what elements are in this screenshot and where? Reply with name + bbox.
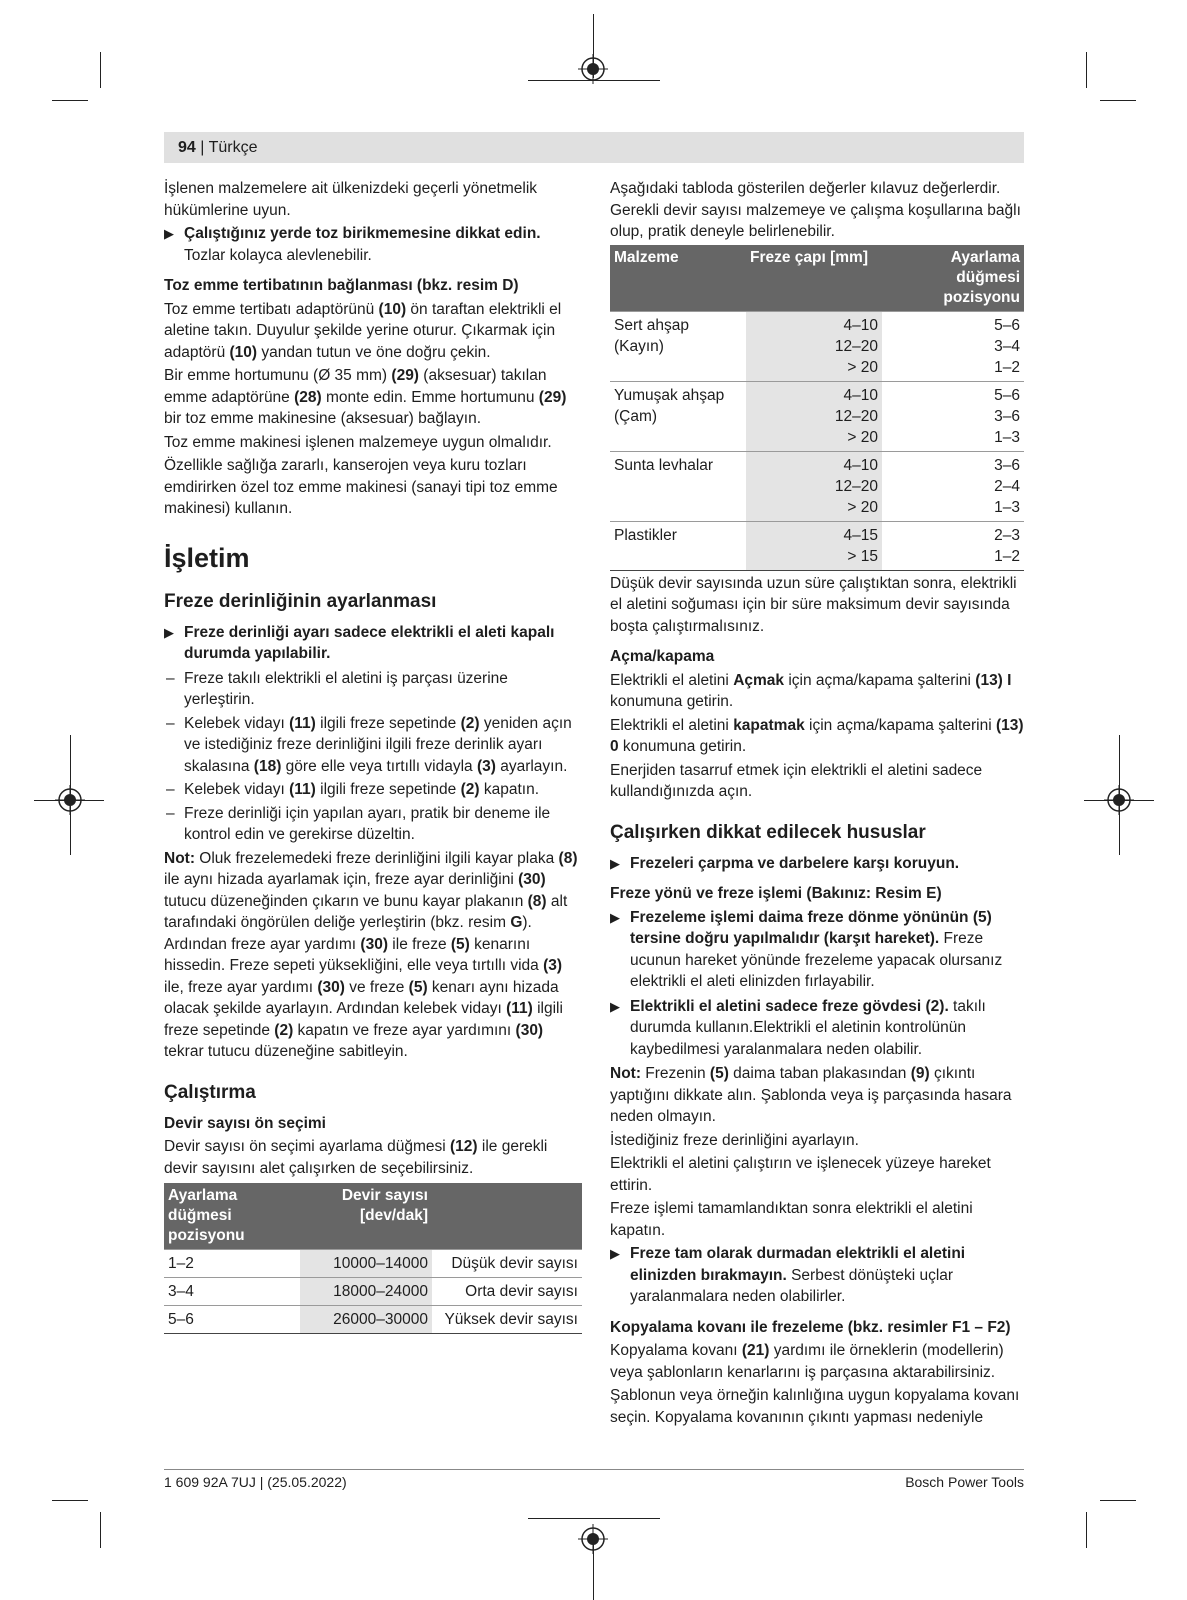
warning-item: ▶ Frezeleme işlemi daima freze dönme yönünün (5) tersine doğru yapılmalıdır (karşıt hareket). Freze ucunun hareket yönünde frezeleme yapacak olursanız elektrikli el aleti elinizden fırlayabilir.	[610, 908, 1003, 990]
onoff-paragraph-3: Enerjiden tasarruf etmek için elektrikli el aletini sadece kullandığınızda açın.	[610, 761, 983, 800]
triangle-bullet-icon: ▶	[610, 998, 620, 1014]
crop-mark	[1100, 1500, 1136, 1501]
heading-depth: Freze derinliğinin ayarlanması	[164, 590, 437, 612]
triangle-bullet-icon: ▶	[164, 226, 174, 241]
table-header	[432, 1183, 582, 1250]
page-header: 94 | Türkçe	[164, 132, 1024, 163]
crop-mark	[100, 1512, 101, 1548]
direction-heading: Freze yönü ve freze işlemi (Bakınız: Resim E)	[610, 885, 942, 902]
right-column	[610, 178, 1024, 1430]
dust-paragraph-3: Toz emme makinesi işlenen malzemeye uygun olmalıdır.	[164, 433, 552, 451]
table-header: Freze çapı [mm]	[746, 245, 882, 312]
material-table	[610, 245, 1024, 571]
page-number: 94	[178, 139, 196, 156]
table-row: 3–4 18000–24000 Orta devir sayısı	[164, 1278, 582, 1306]
table-header: Malzeme	[610, 245, 746, 312]
warning-item: ▶ Frezeleri çarpma ve darbelere karşı koruyun.	[610, 853, 1024, 875]
table-row: 5–6 26000–30000 Yüksek devir sayısı	[164, 1306, 582, 1334]
table-row: Sert ahşap (Kayın) 4–10 12–20 > 20 5–6 3–4 1–2	[610, 311, 1024, 381]
depth-note: Not: Oluk frezelemedeki freze derinliğini ilgili kayar plaka (8) ile aynı hizada ayarlamak için, freze ayar derinliğini (30) tutucu düzeneğinden çıkarın ve bunu kayar plakanın (8) alt tarafındaki öngörülen deliğe yerleştirin (bkz. resim G). Ardından freze ayar yardımı (30) ile freze (5) kenarını hissedin. Freze sepeti yüksekliğini, elle veya tırtıllı vida (3) ile, freze ayar yardımı (30) ve freze (5) kenarı aynı hizada olacak şekilde ayarlayın. Ardından kelebek vidayı (11) ilgili freze sepetinde (2) kapatın ve freze ayar yardımını (30) tekrar tutucu düzeneğine sabitleyin.	[164, 849, 578, 1060]
speed-text: Devir sayısı ön seçimi ayarlama düğmesi (12) ile gerekli devir sayısını alet çalışırken de seçebilirsiniz.	[164, 1138, 548, 1177]
warning-item: ▶ Elektrikli el aletini sadece freze gövdesi (2). takılı durumda kullanın.Elektrikli el aletinin kontrolünün kaybedilmesi yaralanmalara neden olabilir.	[610, 997, 986, 1058]
registration-mark-icon	[578, 54, 608, 84]
registration-mark-icon	[55, 785, 85, 815]
dust-paragraph-1: Toz emme tertibatı adaptörünü (10) ön taraftan elektrikli el aletine takın. Duyulur şekilde yerine oturur. Çıkarmak için adaptörü (10) yandan tutun ve öne doğru çekin.	[164, 300, 562, 361]
crop-mark	[1086, 1512, 1087, 1548]
warning-item: ▶ Çalıştığınız yerde toz birikmemesine dikkat edin. Tozlar kolayca alevlenebilir.	[164, 225, 541, 264]
registration-mark-icon	[578, 1524, 608, 1554]
registration-line	[528, 1518, 660, 1519]
registration-mark-icon	[1104, 785, 1134, 815]
warning-item: ▶ Freze tam olarak durmadan elektrikli el aletini elinizden bırakmayın. Serbest dönüşteki uçlar yaralanmalara neden olabilirler.	[610, 1245, 966, 1305]
page-language: Türkçe	[208, 139, 258, 156]
after-table-text: Düşük devir sayısında uzun süre çalıştıktan sonra, elektrikli el aletini soğuması için bir süre maksimum devir sayısında boşta çalıştırmalısınız.	[610, 574, 1017, 635]
crop-mark	[1100, 100, 1136, 101]
heading-start: Çalıştırma	[164, 1081, 256, 1103]
direction-note: Not: Frezenin (5) daima taban plakasından (9) çıkıntı yaptığını dikkate alın. Şablonda veya iş parçasında hasara neden olmayın.	[610, 1065, 1012, 1125]
intro-text: İşlenen malzemelere ait ülkenizdeki geçerli yönetmelik hükümlerine uyun.	[164, 180, 538, 219]
copy-paragraph-2: Şablonun veya örneğin kalınlığına uygun kopyalama kovanı seçin. Kopyalama kovanının çıkıntı yapması nedeniyle	[610, 1387, 1020, 1426]
footer-brand: Bosch Power Tools	[905, 1474, 1024, 1490]
crop-mark	[1086, 52, 1087, 88]
left-column	[164, 178, 582, 1334]
step-item: – Freze derinliği için yapılan ayarı, pratik bir deneme ile kontrol edin ve gerekirse düzeltin.	[166, 804, 551, 843]
table-row: Yumuşak ahşap (Çam) 4–10 12–20 > 20 5–6 3–6 1–3	[610, 381, 1024, 451]
step-item: – Kelebek vidayı (11) ilgili freze sepetinde (2) kapatın.	[166, 781, 540, 798]
direction-paragraph-1: İstediğiniz freze derinliğini ayarlayın.	[610, 1131, 859, 1149]
step-item: – Kelebek vidayı (11) ilgili freze sepetinde (2) yeniden açın ve istediğiniz freze derinliğini ilgili freze derinlik ayarı skalasına (18) göre elle veya tırtıllı vidayla (3) ayarlayın.	[166, 714, 572, 775]
warning-item: ▶ Freze derinliği ayarı sadece elektrikli el aleti kapalı durumda yapılabilir.	[164, 623, 555, 662]
copy-heading: Kopyalama kovanı ile frezeleme (bkz. resimler F1 – F2)	[610, 1318, 1011, 1336]
heading-care: Çalışırken dikkat edilecek hususlar	[610, 821, 926, 843]
onoff-paragraph-1: Elektrikli el aletini Açmak için açma/kapama şalterini (13) I konumuna getirin.	[610, 671, 1012, 710]
triangle-bullet-icon: ▶	[610, 855, 620, 871]
triangle-bullet-icon: ▶	[610, 1246, 620, 1261]
crop-mark	[52, 1500, 88, 1501]
table-row: Sunta levhalar 4–10 12–20 > 20 3–6 2–4 1–3	[610, 451, 1024, 521]
triangle-bullet-icon: ▶	[164, 624, 174, 640]
triangle-bullet-icon: ▶	[610, 909, 620, 925]
dust-heading: Toz emme tertibatının bağlanması (bkz. resim D)	[164, 277, 519, 294]
direction-paragraph-3: Freze işlemi tamamlandıktan sonra elektrikli el aletini kapatın.	[610, 1200, 973, 1239]
crop-mark	[52, 100, 88, 101]
dust-paragraph-2: Bir emme hortumunu (Ø 35 mm) (29) (aksesuar) takılan emme adaptörüne (28) monte edin. Emme hortumunu (29) bir toz emme makinesine (aksesuar) bağlayın.	[164, 367, 567, 427]
direction-paragraph-2: Elektrikli el aletini çalıştırın ve işlenecek yüzeye hareket ettirin.	[610, 1155, 991, 1194]
crop-mark	[100, 52, 101, 88]
speed-table	[164, 1183, 582, 1334]
onoff-heading: Açma/kapama	[610, 648, 715, 665]
table-header: Ayarlama düğmesi pozisyonu	[164, 1183, 300, 1250]
footer-rule	[164, 1469, 1024, 1470]
onoff-paragraph-2: Elektrikli el aletini kapatmak için açma/kapama şalterini (13) 0 konumuna getirin.	[610, 716, 1024, 755]
table-row: Plastikler 4–15 > 15 2–3 1–2	[610, 521, 1024, 570]
dust-paragraph-4: Özellikle sağlığa zararlı, kanserojen veya kuru tozları emdirirken özel toz emme makinesi (sanayi tipi toz emme makinesi) kullanın.	[164, 457, 558, 517]
step-item: – Freze takılı elektrikli el aletini iş parçası üzerine yerleştirin.	[166, 669, 508, 708]
table-header: Ayarlama düğmesi pozisyonu	[882, 245, 1024, 312]
speed-heading: Devir sayısı ön seçimi	[164, 1114, 326, 1132]
footer-document-id: 1 609 92A 7UJ | (25.05.2022)	[164, 1474, 347, 1490]
copy-paragraph-1: Kopyalama kovanı (21) yardımı ile örneklerin (modellerin) veya şablonların kenarlarını iş parçasına aktarabilirsiniz.	[610, 1342, 1004, 1381]
section-title-operation: İşletim	[164, 542, 250, 573]
table-intro: Aşağıdaki tabloda gösterilen değerler kılavuz değerlerdir. Gerekli devir sayısı malzemeye ve çalışma koşullarına bağlı olup, pratik deneyle belirlenebilir.	[610, 180, 1021, 240]
table-row: 1–2 10000–14000 Düşük devir sayısı	[164, 1250, 582, 1278]
table-header: Devir sayısı [dev/dak]	[300, 1183, 432, 1250]
